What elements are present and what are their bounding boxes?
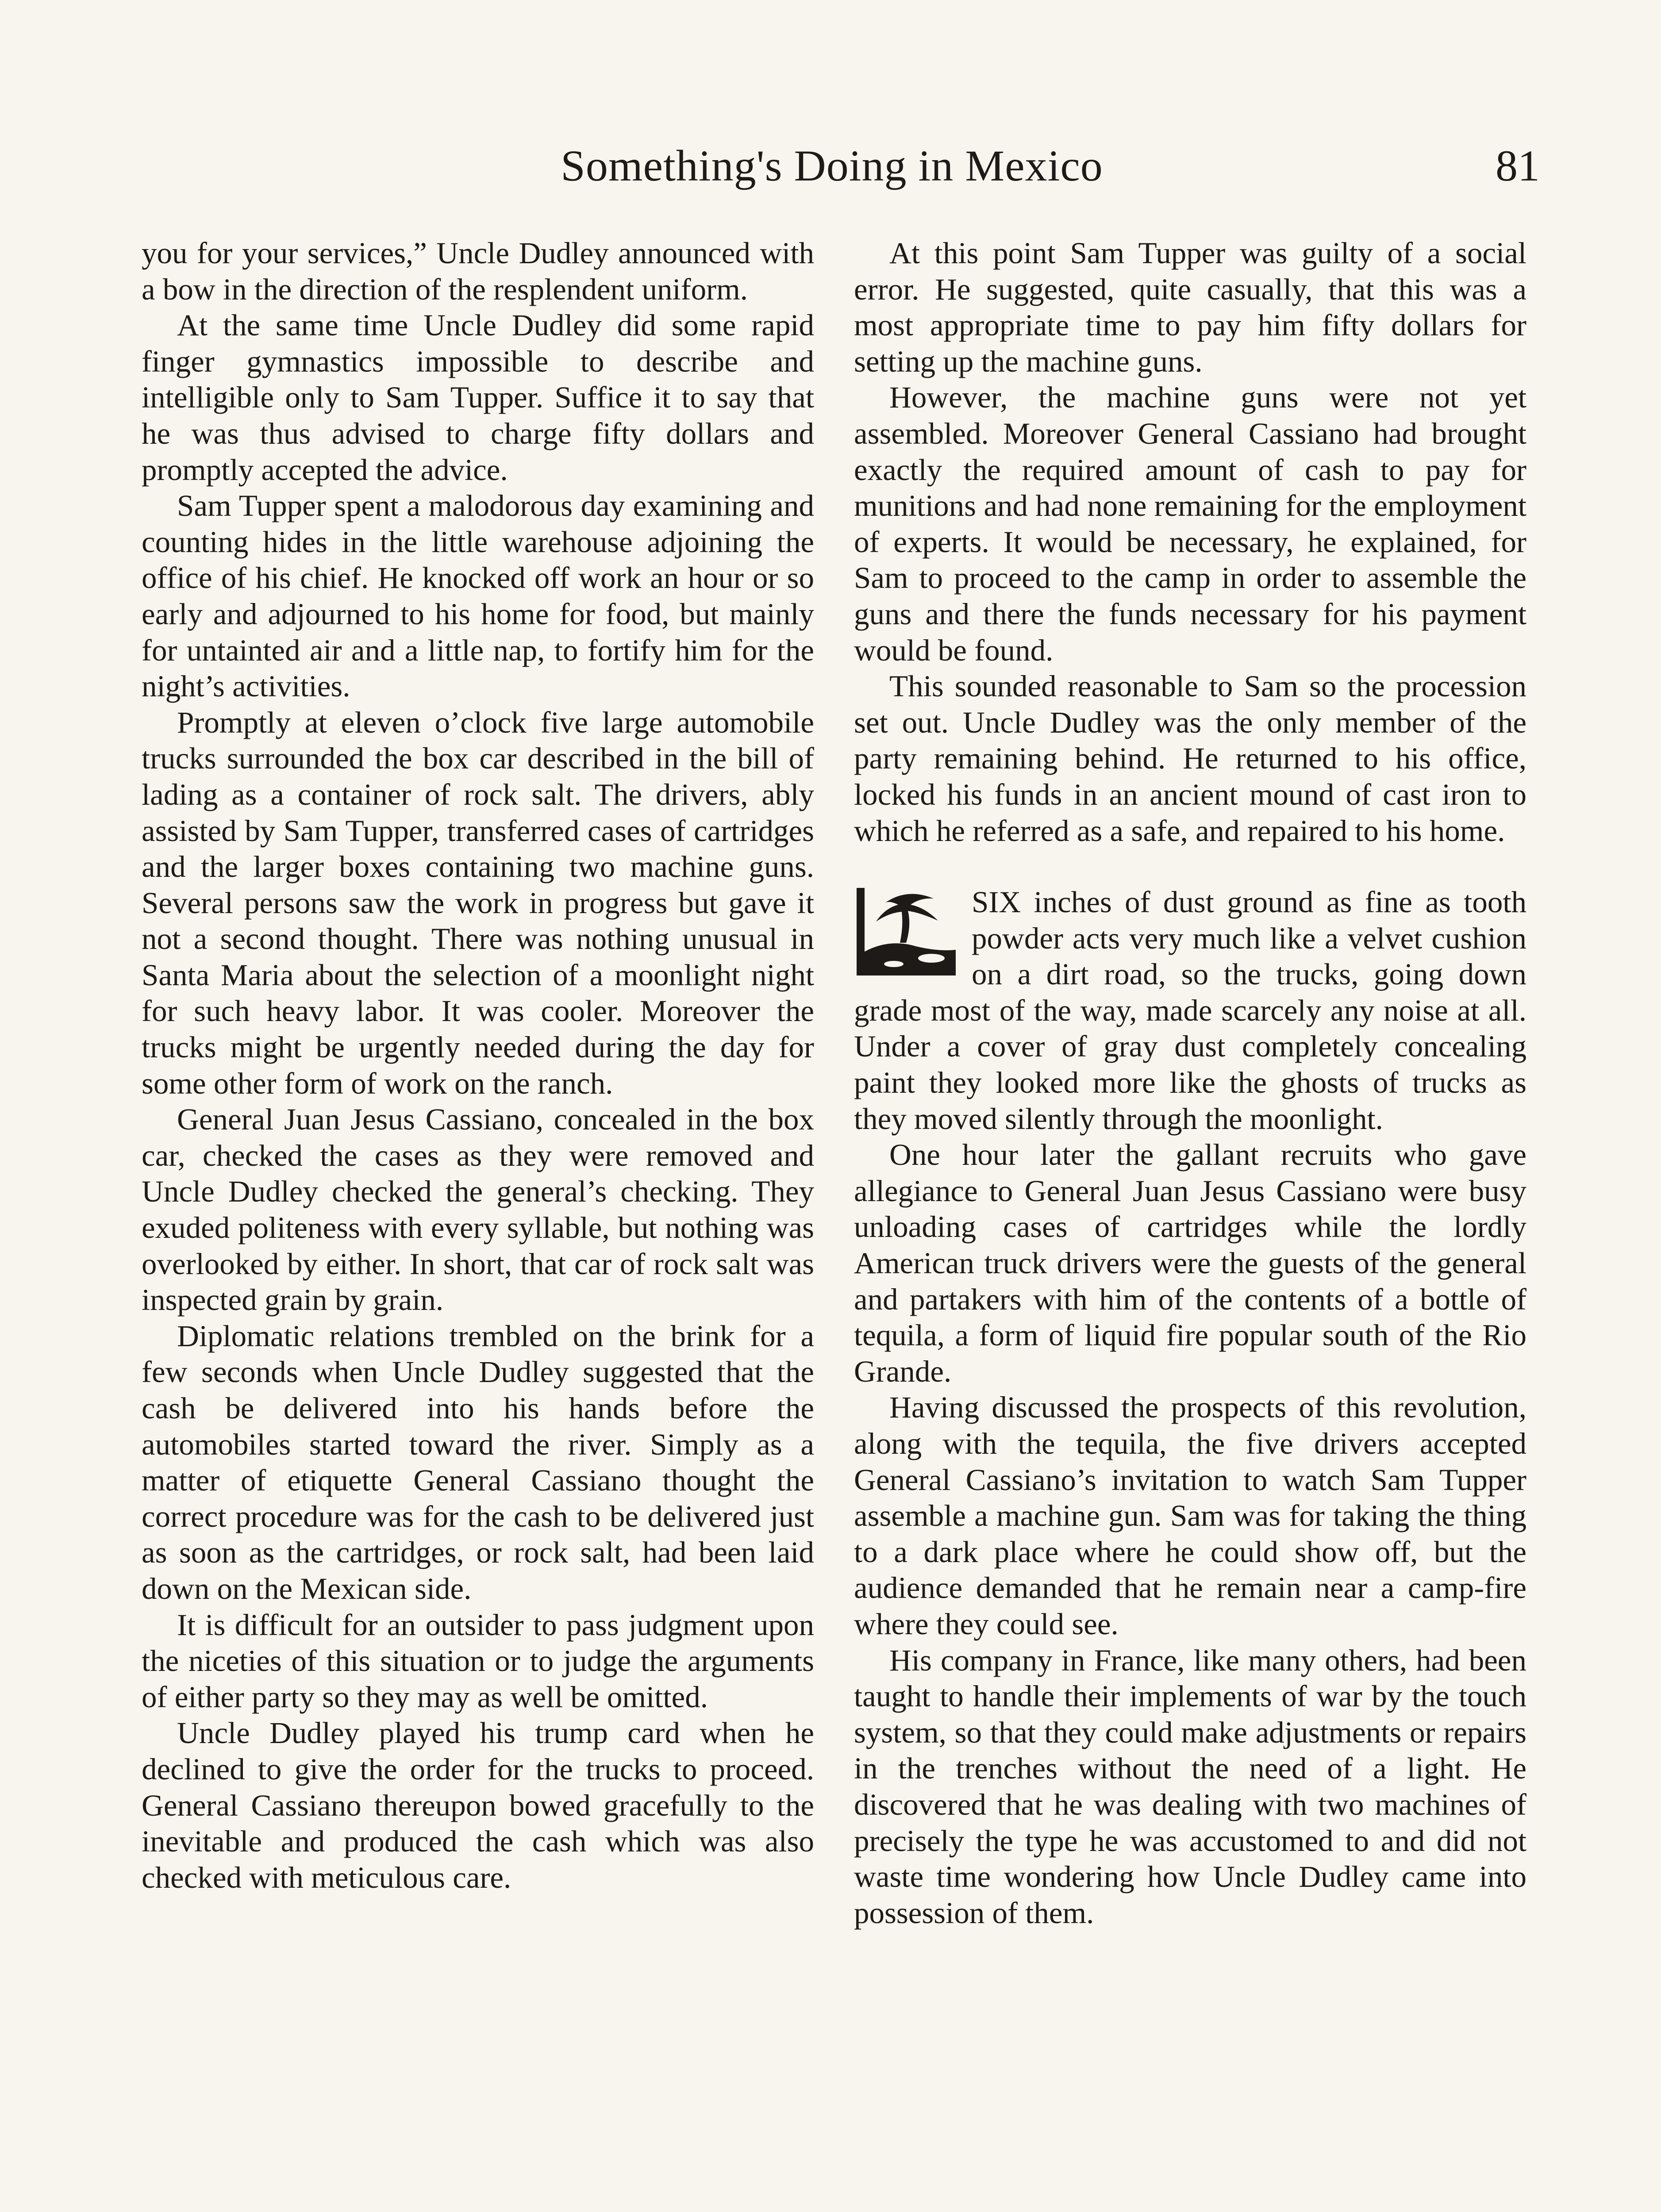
paragraph-dropcap: SIX inches of dust ground as fine as tooth powder acts very much like a velvet cushion on a dirt road, so the trucks, going down grade most of the way, made scarcely any noise at all. Under a cover of gray dust completely concealing paint they looked more like the ghosts of trucks as they moved silently through the moonlight. [854,885,1526,1136]
paragraph: This sounded reasonable to Sam so the procession set out. Uncle Dudley was the only member of the party remaining behind. He returned to his office, locked his funds in an ancient mound of cast iron to which he referred as a safe, and repaired to his home. [854,669,1526,848]
right-column [854,235,1526,1931]
running-head-title: Something's Doing in Mexico [561,141,1103,190]
paragraph: Promptly at eleven o’clock five large automobile trucks surrounded the box car described in the bill of lading as a container of rock salt. The drivers, ably assisted by Sam Tupper, transferred cases of cartridges and the larger boxes containing two machine guns. Several persons saw the work in progress but gave it not a second thought. There was nothing unusual in Santa Maria about the selection of a moonlight night for such heavy labor. It was cooler. Moreover the trucks might be urgently needed during the day for some other form of work on the ranch. [142,705,814,1100]
left-column [142,235,814,1896]
paragraph: One hour later the gallant recruits who gave allegiance to General Juan Jesus Cassiano were busy unloading cases of cartridges while the lordly American truck drivers were the guests of the general and partakers with him of the contents of a bottle of tequila, a form of liquid fire popular south of the Rio Grande. [854,1138,1526,1388]
paragraph: Uncle Dudley played his trump card when he declined to give the order for the trucks to proceed. General Cassiano thereupon bowed gracefully to the inevitable and produced the cash which was also checked with meticulous care. [142,1716,814,1894]
paragraph: you for your services,” Uncle Dudley announced with a bow in the direction of the resplendent uniform. [142,236,814,306]
paragraph: Having discussed the prospects of this revolution, along with the tequila, the five drivers accepted General Cassiano’s invitation to watch Sam Tupper assemble a machine gun. Sam was for taking the thing to a dark place where he could show off, but the audience demanded that he remain near a camp-fire where they could see. [854,1390,1526,1641]
paragraph: At the same time Uncle Dudley did some rapid finger gymnastics impossible to describe and intelligible only to Sam Tupper. Suffice it to say that he was thus advised to charge fifty dollars and promptly accepted the advice. [142,308,814,487]
paragraph: It is difficult for an outsider to pass judgment upon the niceties of this situation or to judge the arguments of either party so they may as well be omitted. [142,1608,814,1714]
paragraph: Diplomatic relations trembled on the brink for a few seconds when Uncle Dudley suggested that the cash be delivered into his hands before the automobiles started toward the river. Simply as a matter of etiquette General Cassiano thought the correct procedure was for the cash to be delivered just as soon as the cartridges, or rock salt, had been laid down on the Mexican side. [142,1319,814,1605]
section-break [854,849,1526,884]
page-number: 81 [1496,141,1540,190]
paragraph: Sam Tupper spent a malodorous day examining and counting hides in the little warehouse adjoining the office of his chief. He knocked off work an hour or so early and adjourned to his home for food, but mainly for untainted air and a little nap, to fortify him for the night’s activities. [142,489,814,703]
palm-tree-island-icon [854,885,960,978]
paragraph: His company in France, like many others, had been taught to handle their implements of war by the touch system, so that they could make adjustments or repairs in the trenches without the need of a light. He discovered that he was dealing with two machines of precisely the type he was accustomed to and did not waste time wondering how Uncle Dudley came into possession of them. [854,1643,1526,1930]
paragraph: However, the machine guns were not yet assembled. Moreover General Cassiano had brought exactly the required amount of cash to pay for munitions and had none remaining for the employment of experts. It would be necessary, he explained, for Sam to proceed to the camp in order to assemble the guns and there the funds necessary for his payment would be found. [854,380,1526,667]
palm-tree-island-icon [854,885,960,978]
paragraph: General Juan Jesus Cassiano, concealed in the box car, checked the cases as they were removed and Uncle Dudley checked the general’s checking. They exuded politeness with every syllable, but nothing was overlooked by either. In short, that car of rock salt was inspected grain by grain. [142,1102,814,1317]
paragraph: At this point Sam Tupper was guilty of a social error. He suggested, quite casually, that this was a most appropriate time to pay him fifty dollars for setting up the machine guns. [854,236,1526,378]
